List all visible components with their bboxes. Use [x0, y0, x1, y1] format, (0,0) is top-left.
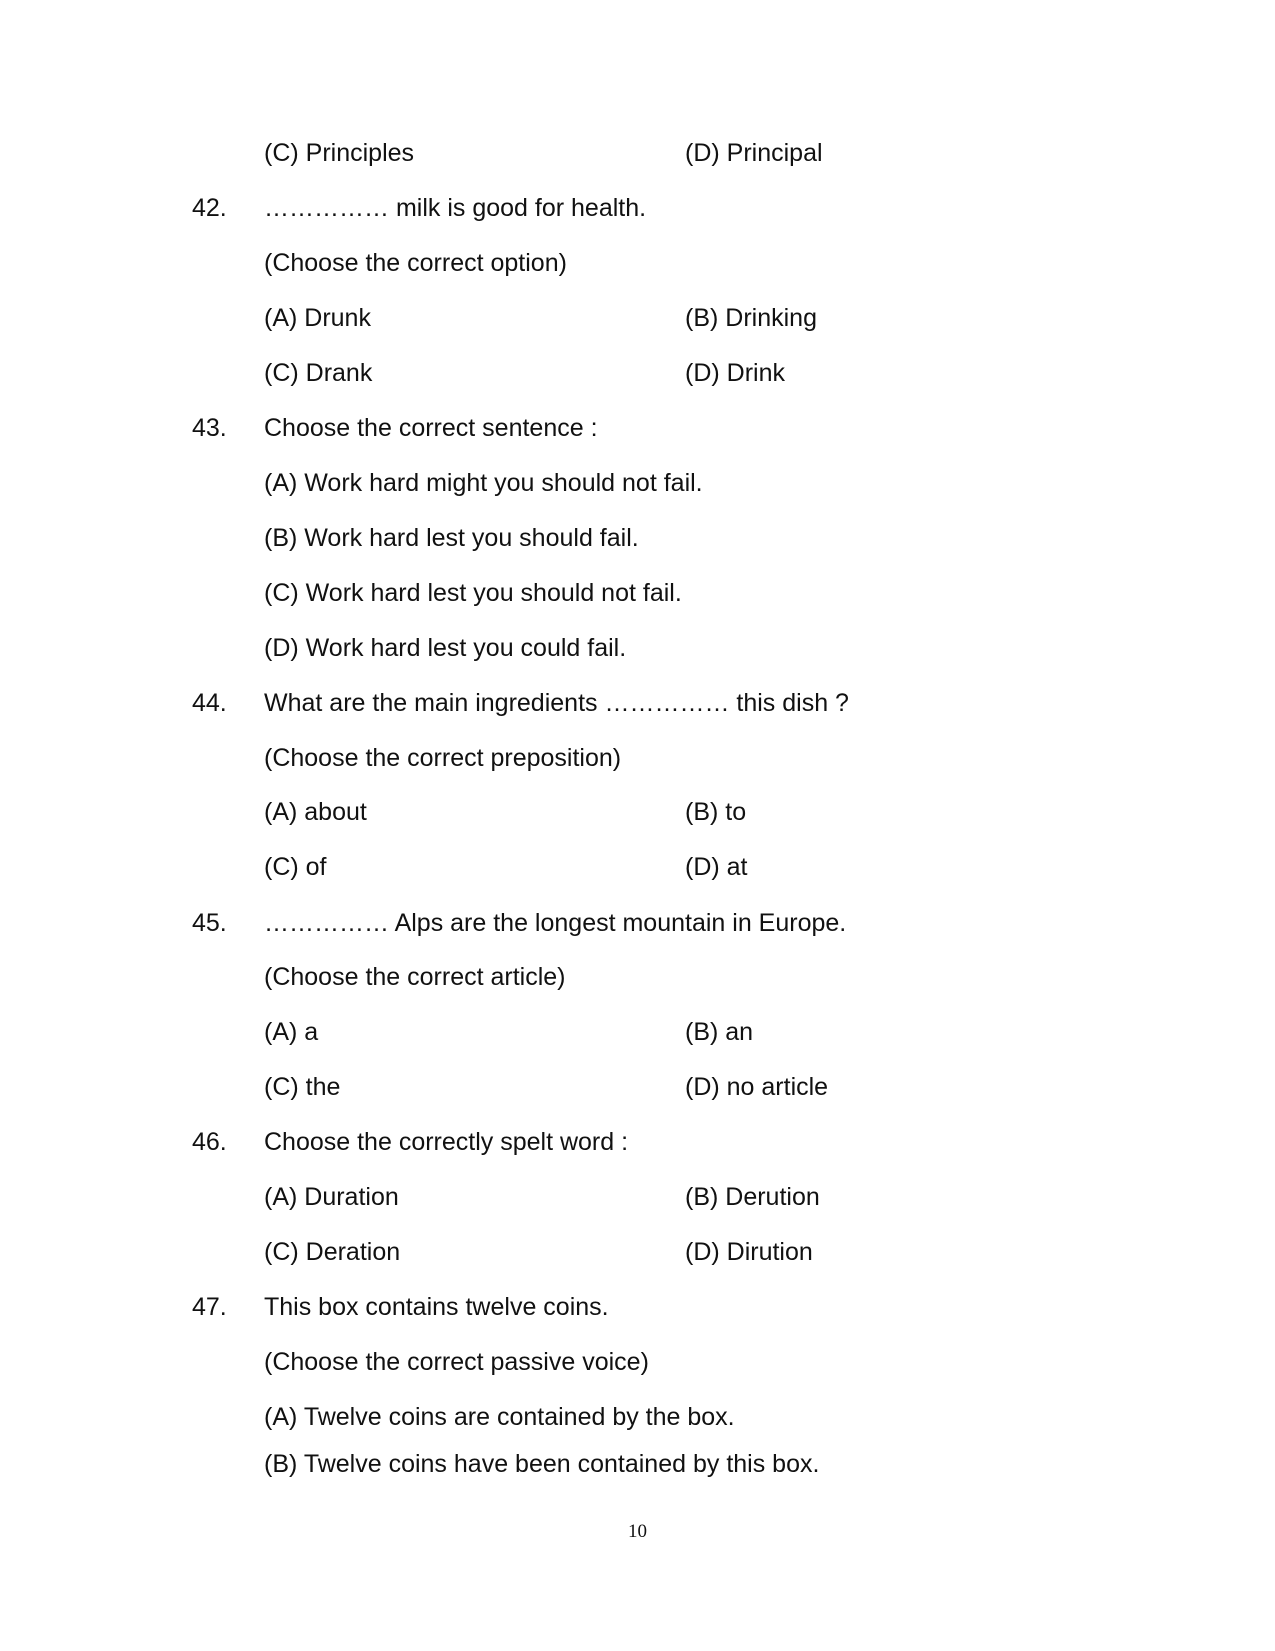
option-row — [0, 136, 1275, 170]
question-number: 45. — [192, 909, 227, 937]
question-number: 47. — [192, 1293, 227, 1321]
option-a: (A) Drunk — [264, 304, 371, 332]
option-d: (D) at — [685, 853, 748, 881]
option-a: (A) about — [264, 798, 367, 826]
question-43 — [0, 411, 1275, 445]
question-stem: …………… Alps are the longest mountain in Europe. — [264, 909, 847, 937]
question-number: 43. — [192, 414, 227, 442]
page-number: 10 — [628, 1521, 647, 1542]
option-a: (A) Duration — [264, 1183, 399, 1211]
option-row — [0, 1180, 1275, 1214]
option-row — [0, 850, 1275, 884]
option-row — [0, 576, 1275, 610]
option-row — [0, 1400, 1275, 1434]
option-row — [0, 1235, 1275, 1269]
option-b: (B) Work hard lest you should fail. — [264, 524, 639, 552]
question-44 — [0, 686, 1275, 720]
question-stem: Choose the correct sentence : — [264, 414, 598, 442]
question-42 — [0, 191, 1275, 225]
instruction-text: (Choose the correct option) — [264, 249, 567, 277]
option-row — [0, 521, 1275, 555]
option-row — [0, 631, 1275, 665]
option-d: (D) Drink — [685, 359, 785, 387]
option-row — [0, 1070, 1275, 1104]
instruction-text: (Choose the correct article) — [264, 963, 566, 991]
question-stem: Choose the correctly spelt word : — [264, 1128, 629, 1156]
question-instruction — [0, 741, 1275, 775]
option-row — [0, 466, 1275, 500]
question-instruction — [0, 246, 1275, 280]
option-c: (C) of — [264, 853, 327, 881]
question-47 — [0, 1290, 1275, 1324]
question-number: 42. — [192, 194, 227, 222]
question-stem: This box contains twelve coins. — [264, 1293, 609, 1321]
option-b: (B) an — [685, 1018, 754, 1046]
question-stem: …………… milk is good for health. — [264, 194, 647, 222]
option-row — [0, 795, 1275, 829]
option-b: (B) Drinking — [685, 304, 817, 332]
option-d: (D) Dirution — [685, 1238, 813, 1266]
option-b: (B) Derution — [685, 1183, 820, 1211]
option-row — [0, 356, 1275, 390]
option-c: (C) Drank — [264, 359, 373, 387]
option-d: (D) Principal — [685, 139, 823, 167]
instruction-text: (Choose the correct preposition) — [264, 744, 622, 772]
question-number: 44. — [192, 689, 227, 717]
option-row — [0, 301, 1275, 335]
option-a: (A) Work hard might you should not fail. — [264, 469, 703, 497]
option-a: (A) a — [264, 1018, 319, 1046]
option-d: (D) Work hard lest you could fail. — [264, 634, 627, 662]
option-c: (C) Deration — [264, 1238, 401, 1266]
question-instruction — [0, 1345, 1275, 1379]
option-d: (D) no article — [685, 1073, 829, 1101]
option-row — [0, 1015, 1275, 1049]
question-46 — [0, 1125, 1275, 1159]
instruction-text: (Choose the correct passive voice) — [264, 1348, 649, 1376]
option-c: (C) Work hard lest you should not fail. — [264, 579, 682, 607]
option-b: (B) to — [685, 798, 747, 826]
option-c: (C) the — [264, 1073, 341, 1101]
question-instruction — [0, 960, 1275, 994]
option-row — [0, 1447, 1275, 1481]
question-45 — [0, 906, 1275, 940]
question-number: 46. — [192, 1128, 227, 1156]
question-stem: What are the main ingredients …………… this dish ? — [264, 689, 849, 717]
option-c: (C) Principles — [264, 139, 415, 167]
option-b: (B) Twelve coins have been contained by this box. — [264, 1450, 820, 1478]
option-a: (A) Twelve coins are contained by the box. — [264, 1403, 735, 1431]
